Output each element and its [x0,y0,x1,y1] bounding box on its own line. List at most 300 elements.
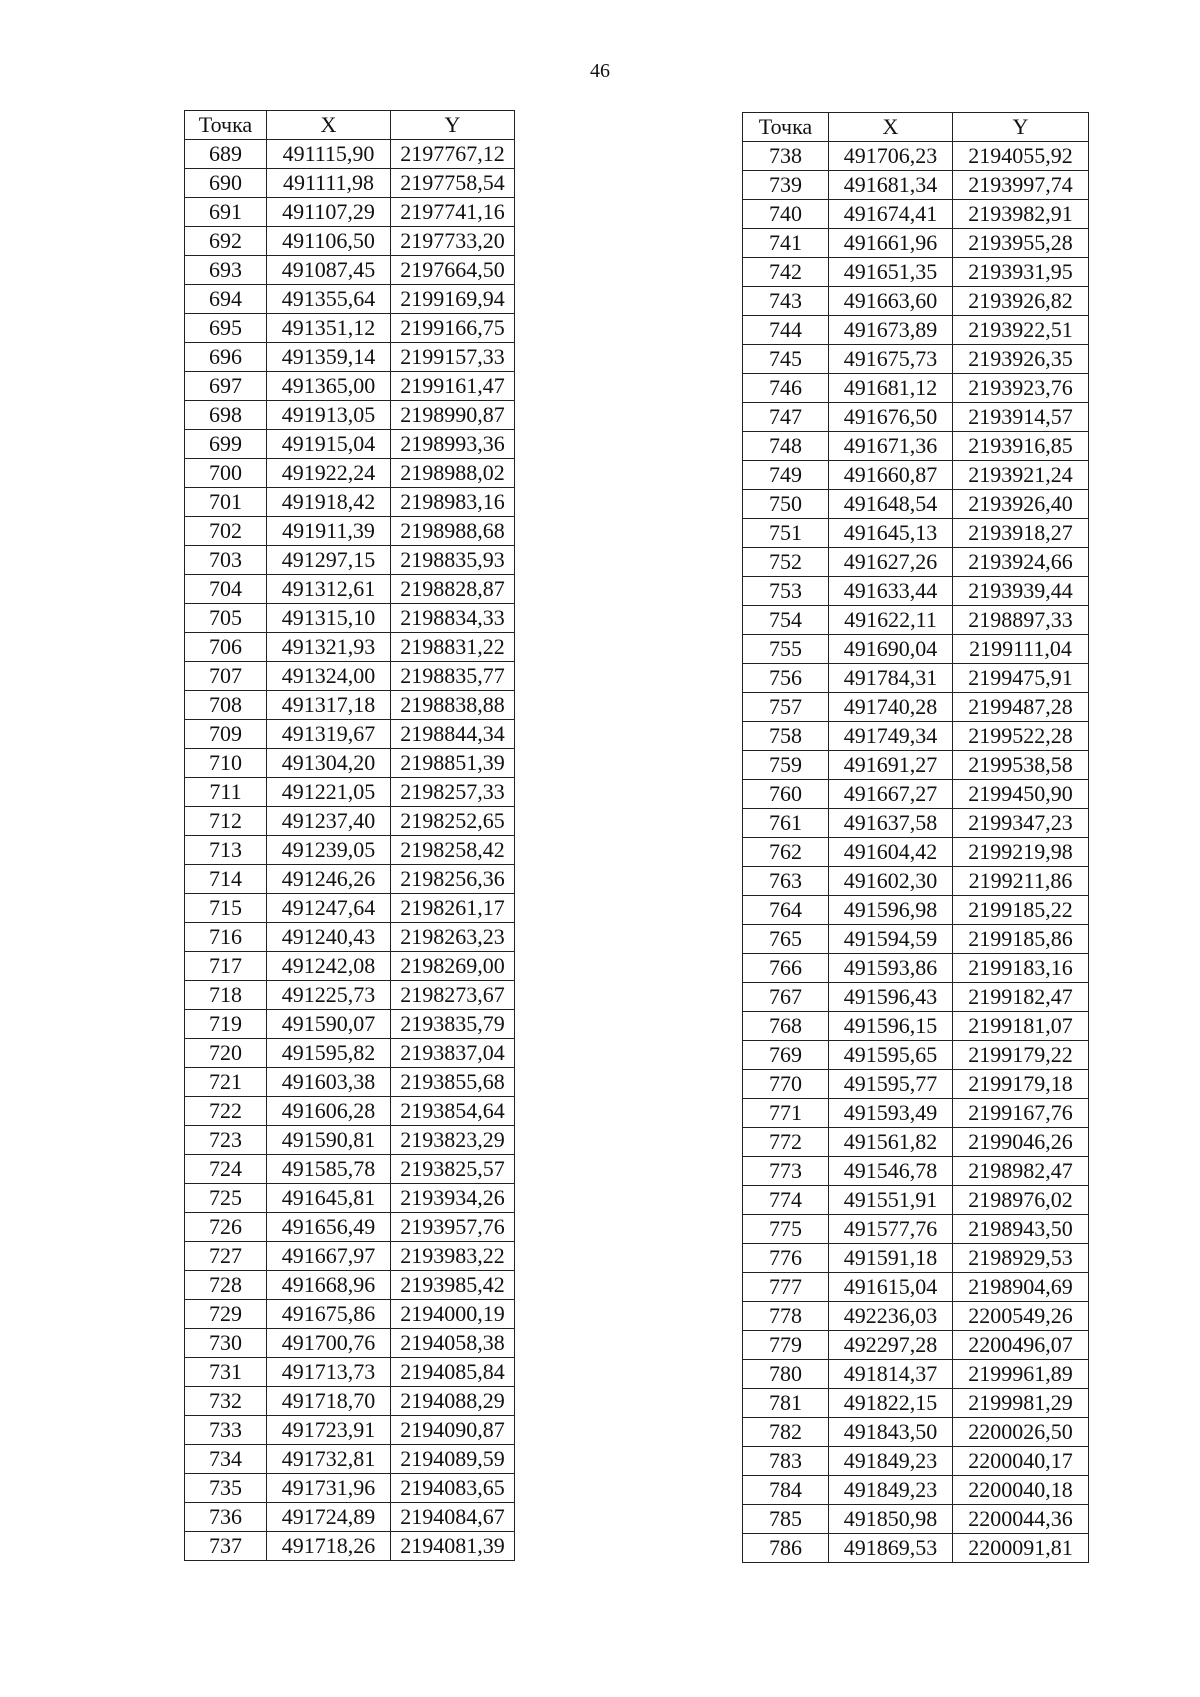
x-cell: 491365,00 [267,372,391,401]
x-cell: 491724,89 [267,1503,391,1532]
y-cell: 2193914,57 [953,403,1089,432]
point-cell: 698 [185,401,267,430]
y-cell: 2199961,89 [953,1360,1089,1389]
point-cell: 701 [185,488,267,517]
point-cell: 776 [743,1244,829,1273]
x-cell: 491675,73 [829,345,953,374]
y-cell: 2199347,23 [953,809,1089,838]
table-row [185,517,515,546]
x-cell: 491315,10 [267,604,391,633]
point-cell: 772 [743,1128,829,1157]
point-cell: 697 [185,372,267,401]
table-row [185,140,515,169]
point-cell: 705 [185,604,267,633]
x-cell: 491115,90 [267,140,391,169]
x-cell: 491087,45 [267,256,391,285]
point-cell: 716 [185,923,267,952]
table-row [743,374,1089,403]
x-cell: 491596,43 [829,983,953,1012]
x-cell: 491324,00 [267,662,391,691]
y-cell: 2193985,42 [391,1271,515,1300]
x-cell: 491595,65 [829,1041,953,1070]
x-cell: 491843,50 [829,1418,953,1447]
y-cell: 2193854,64 [391,1097,515,1126]
point-cell: 780 [743,1360,829,1389]
y-cell: 2194081,39 [391,1532,515,1561]
table-row [185,1300,515,1329]
x-cell: 491676,50 [829,403,953,432]
x-cell: 491681,34 [829,171,953,200]
table-row [743,693,1089,722]
y-cell: 2194085,84 [391,1358,515,1387]
table-row [185,1242,515,1271]
table-row [185,633,515,662]
y-cell: 2194000,19 [391,1300,515,1329]
y-cell: 2198838,88 [391,691,515,720]
table-row [185,836,515,865]
x-cell: 491667,97 [267,1242,391,1271]
point-cell: 753 [743,577,829,606]
table-row [743,606,1089,635]
point-cell: 761 [743,809,829,838]
y-cell: 2198835,77 [391,662,515,691]
point-cell: 706 [185,633,267,662]
table-row [743,983,1089,1012]
table-row [185,1126,515,1155]
x-cell: 491590,07 [267,1010,391,1039]
table-row [185,749,515,778]
x-cell: 491674,41 [829,200,953,229]
y-cell: 2198982,47 [953,1157,1089,1186]
table-row [185,227,515,256]
table-row [185,604,515,633]
x-cell: 491822,15 [829,1389,953,1418]
x-cell: 491321,93 [267,633,391,662]
y-cell: 2193934,26 [391,1184,515,1213]
point-cell: 711 [185,778,267,807]
y-cell: 2193982,91 [953,200,1089,229]
y-cell: 2194058,38 [391,1329,515,1358]
y-cell: 2198835,93 [391,546,515,575]
point-cell: 754 [743,606,829,635]
table-row [743,1476,1089,1505]
y-cell: 2199179,22 [953,1041,1089,1070]
point-cell: 783 [743,1447,829,1476]
y-cell: 2194083,65 [391,1474,515,1503]
point-cell: 785 [743,1505,829,1534]
x-cell: 491593,49 [829,1099,953,1128]
y-cell: 2199475,91 [953,664,1089,693]
point-cell: 769 [743,1041,829,1070]
point-cell: 695 [185,314,267,343]
table-row [743,1273,1089,1302]
y-cell: 2199450,90 [953,780,1089,809]
table-row [743,1070,1089,1099]
table-row [743,258,1089,287]
header-x: X [267,111,391,140]
x-cell: 491240,43 [267,923,391,952]
table-row [743,577,1089,606]
point-cell: 738 [743,142,829,171]
y-cell: 2199169,94 [391,285,515,314]
table-row [743,490,1089,519]
y-cell: 2193983,22 [391,1242,515,1271]
point-cell: 689 [185,140,267,169]
y-cell: 2198983,16 [391,488,515,517]
point-cell: 735 [185,1474,267,1503]
x-cell: 491351,12 [267,314,391,343]
y-cell: 2199182,47 [953,983,1089,1012]
y-cell: 2198273,67 [391,981,515,1010]
point-cell: 773 [743,1157,829,1186]
y-cell: 2193926,35 [953,345,1089,374]
point-cell: 732 [185,1387,267,1416]
table-row [185,401,515,430]
point-cell: 752 [743,548,829,577]
table-row [743,1505,1089,1534]
x-cell: 491111,98 [267,169,391,198]
x-cell: 491546,78 [829,1157,953,1186]
x-cell: 491106,50 [267,227,391,256]
point-cell: 720 [185,1039,267,1068]
y-cell: 2200549,26 [953,1302,1089,1331]
table-row [185,1503,515,1532]
table-row [743,1012,1089,1041]
table-row [743,548,1089,577]
y-cell: 2199183,16 [953,954,1089,983]
x-cell: 491749,34 [829,722,953,751]
coordinates-table-right [742,112,1089,1563]
point-cell: 740 [743,200,829,229]
y-cell: 2198828,87 [391,575,515,604]
x-cell: 491814,37 [829,1360,953,1389]
header-point: Точка [185,111,267,140]
x-cell: 491690,04 [829,635,953,664]
y-cell: 2199522,28 [953,722,1089,751]
point-cell: 739 [743,171,829,200]
y-cell: 2194088,29 [391,1387,515,1416]
y-cell: 2193926,40 [953,490,1089,519]
x-cell: 491237,40 [267,807,391,836]
x-cell: 491656,49 [267,1213,391,1242]
y-cell: 2199167,76 [953,1099,1089,1128]
y-cell: 2193939,44 [953,577,1089,606]
y-cell: 2199981,29 [953,1389,1089,1418]
y-cell: 2197767,12 [391,140,515,169]
x-cell: 491675,86 [267,1300,391,1329]
point-cell: 770 [743,1070,829,1099]
table-row [743,1534,1089,1563]
table-row [743,722,1089,751]
y-cell: 2198831,22 [391,633,515,662]
y-cell: 2199157,33 [391,343,515,372]
point-cell: 760 [743,780,829,809]
coordinates-table-left [184,110,515,1561]
table-row [743,1447,1089,1476]
x-cell: 491660,87 [829,461,953,490]
x-cell: 491740,28 [829,693,953,722]
y-cell: 2193957,76 [391,1213,515,1242]
x-cell: 491304,20 [267,749,391,778]
point-cell: 745 [743,345,829,374]
point-cell: 702 [185,517,267,546]
y-cell: 2199166,75 [391,314,515,343]
x-cell: 491663,60 [829,287,953,316]
y-cell: 2199538,58 [953,751,1089,780]
x-cell: 491667,27 [829,780,953,809]
point-cell: 725 [185,1184,267,1213]
x-cell: 491596,15 [829,1012,953,1041]
x-cell: 491911,39 [267,517,391,546]
point-cell: 704 [185,575,267,604]
table-row [743,1041,1089,1070]
point-cell: 722 [185,1097,267,1126]
y-cell: 2193922,51 [953,316,1089,345]
point-cell: 715 [185,894,267,923]
x-cell: 491603,38 [267,1068,391,1097]
table-row [185,1184,515,1213]
table-row [185,343,515,372]
point-cell: 767 [743,983,829,1012]
point-cell: 730 [185,1329,267,1358]
table-row [743,200,1089,229]
y-cell: 2198904,69 [953,1273,1089,1302]
table-row [185,1474,515,1503]
table-row [185,1039,515,1068]
point-cell: 759 [743,751,829,780]
point-cell: 721 [185,1068,267,1097]
table-row [185,488,515,517]
x-cell: 491593,86 [829,954,953,983]
table-row [743,142,1089,171]
y-cell: 2198897,33 [953,606,1089,635]
y-cell: 2200044,36 [953,1505,1089,1534]
table-row [185,923,515,952]
table-header-row [185,111,515,140]
x-cell: 491595,77 [829,1070,953,1099]
point-cell: 708 [185,691,267,720]
table-row [743,838,1089,867]
x-cell: 491604,42 [829,838,953,867]
x-cell: 491633,44 [829,577,953,606]
table-row [743,1128,1089,1157]
point-cell: 755 [743,635,829,664]
point-cell: 717 [185,952,267,981]
table-row [743,780,1089,809]
table-row [743,751,1089,780]
y-cell: 2198257,33 [391,778,515,807]
x-cell: 491718,70 [267,1387,391,1416]
table-row [185,256,515,285]
point-cell: 709 [185,720,267,749]
table-row [743,1244,1089,1273]
point-cell: 765 [743,925,829,954]
x-cell: 491221,05 [267,778,391,807]
table-row [185,430,515,459]
x-cell: 491615,04 [829,1273,953,1302]
y-cell: 2198988,68 [391,517,515,546]
x-cell: 491915,04 [267,430,391,459]
table-row [185,1068,515,1097]
x-cell: 491732,81 [267,1445,391,1474]
x-cell: 491918,42 [267,488,391,517]
x-cell: 491247,64 [267,894,391,923]
y-cell: 2199185,86 [953,925,1089,954]
table-row [185,952,515,981]
table-row [185,546,515,575]
point-cell: 690 [185,169,267,198]
y-cell: 2199487,28 [953,693,1089,722]
y-cell: 2200040,18 [953,1476,1089,1505]
x-cell: 491585,78 [267,1155,391,1184]
y-cell: 2194089,59 [391,1445,515,1474]
point-cell: 710 [185,749,267,778]
y-cell: 2193918,27 [953,519,1089,548]
x-cell: 491671,36 [829,432,953,461]
y-cell: 2198269,00 [391,952,515,981]
point-cell: 777 [743,1273,829,1302]
table-row [743,403,1089,432]
x-cell: 491849,23 [829,1447,953,1476]
y-cell: 2198943,50 [953,1215,1089,1244]
x-cell: 492236,03 [829,1302,953,1331]
x-cell: 491107,29 [267,198,391,227]
y-cell: 2198990,87 [391,401,515,430]
table-row [743,664,1089,693]
point-cell: 764 [743,896,829,925]
point-cell: 713 [185,836,267,865]
y-cell: 2193855,68 [391,1068,515,1097]
table-row [743,925,1089,954]
x-cell: 491922,24 [267,459,391,488]
y-cell: 2199185,22 [953,896,1089,925]
y-cell: 2199181,07 [953,1012,1089,1041]
table-row [185,894,515,923]
y-cell: 2198263,23 [391,923,515,952]
point-cell: 691 [185,198,267,227]
y-cell: 2193837,04 [391,1039,515,1068]
x-cell: 491359,14 [267,343,391,372]
x-cell: 491591,18 [829,1244,953,1273]
point-cell: 696 [185,343,267,372]
table-row [185,662,515,691]
table-row [185,1155,515,1184]
point-cell: 743 [743,287,829,316]
point-cell: 763 [743,867,829,896]
table-header-row [743,113,1089,142]
x-cell: 491312,61 [267,575,391,604]
x-cell: 491551,91 [829,1186,953,1215]
y-cell: 2193931,95 [953,258,1089,287]
header-y: Y [391,111,515,140]
table-row [185,865,515,894]
x-cell: 491606,28 [267,1097,391,1126]
table-row [185,807,515,836]
x-cell: 491239,05 [267,836,391,865]
x-cell: 491297,15 [267,546,391,575]
point-cell: 692 [185,227,267,256]
y-cell: 2193921,24 [953,461,1089,490]
point-cell: 771 [743,1099,829,1128]
y-cell: 2200091,81 [953,1534,1089,1563]
y-cell: 2193997,74 [953,171,1089,200]
point-cell: 762 [743,838,829,867]
table-row [185,1329,515,1358]
x-cell: 491723,91 [267,1416,391,1445]
header-y: Y [953,113,1089,142]
x-cell: 491913,05 [267,401,391,430]
y-cell: 2194090,87 [391,1416,515,1445]
point-cell: 703 [185,546,267,575]
x-cell: 491645,81 [267,1184,391,1213]
table-row [185,1213,515,1242]
point-cell: 747 [743,403,829,432]
x-cell: 491691,27 [829,751,953,780]
table-row [743,316,1089,345]
point-cell: 748 [743,432,829,461]
point-cell: 707 [185,662,267,691]
table-row [185,1271,515,1300]
page-number: 46 [590,60,610,82]
y-cell: 2198988,02 [391,459,515,488]
table-row [185,1416,515,1445]
y-cell: 2198261,17 [391,894,515,923]
y-cell: 2200040,17 [953,1447,1089,1476]
y-cell: 2193835,79 [391,1010,515,1039]
x-cell: 491713,73 [267,1358,391,1387]
y-cell: 2197758,54 [391,169,515,198]
x-cell: 491577,76 [829,1215,953,1244]
table-row [185,691,515,720]
x-cell: 491627,26 [829,548,953,577]
x-cell: 491319,67 [267,720,391,749]
table-row [185,1010,515,1039]
point-cell: 723 [185,1126,267,1155]
table-row [185,1532,515,1561]
x-cell: 492297,28 [829,1331,953,1360]
point-cell: 733 [185,1416,267,1445]
table-row [743,432,1089,461]
table-row [185,981,515,1010]
point-cell: 700 [185,459,267,488]
table-row [743,954,1089,983]
point-cell: 757 [743,693,829,722]
table-row [743,1302,1089,1331]
table-row [743,1157,1089,1186]
point-cell: 782 [743,1418,829,1447]
point-cell: 728 [185,1271,267,1300]
y-cell: 2199161,47 [391,372,515,401]
point-cell: 746 [743,374,829,403]
point-cell: 758 [743,722,829,751]
x-cell: 491225,73 [267,981,391,1010]
point-cell: 744 [743,316,829,345]
y-cell: 2199046,26 [953,1128,1089,1157]
table-row [743,1331,1089,1360]
x-cell: 491718,26 [267,1532,391,1561]
point-cell: 768 [743,1012,829,1041]
point-cell: 750 [743,490,829,519]
table-row [185,372,515,401]
x-cell: 491355,64 [267,285,391,314]
point-cell: 693 [185,256,267,285]
point-cell: 718 [185,981,267,1010]
table-row [743,635,1089,664]
y-cell: 2193924,66 [953,548,1089,577]
x-cell: 491648,54 [829,490,953,519]
x-cell: 491706,23 [829,142,953,171]
y-cell: 2193825,57 [391,1155,515,1184]
